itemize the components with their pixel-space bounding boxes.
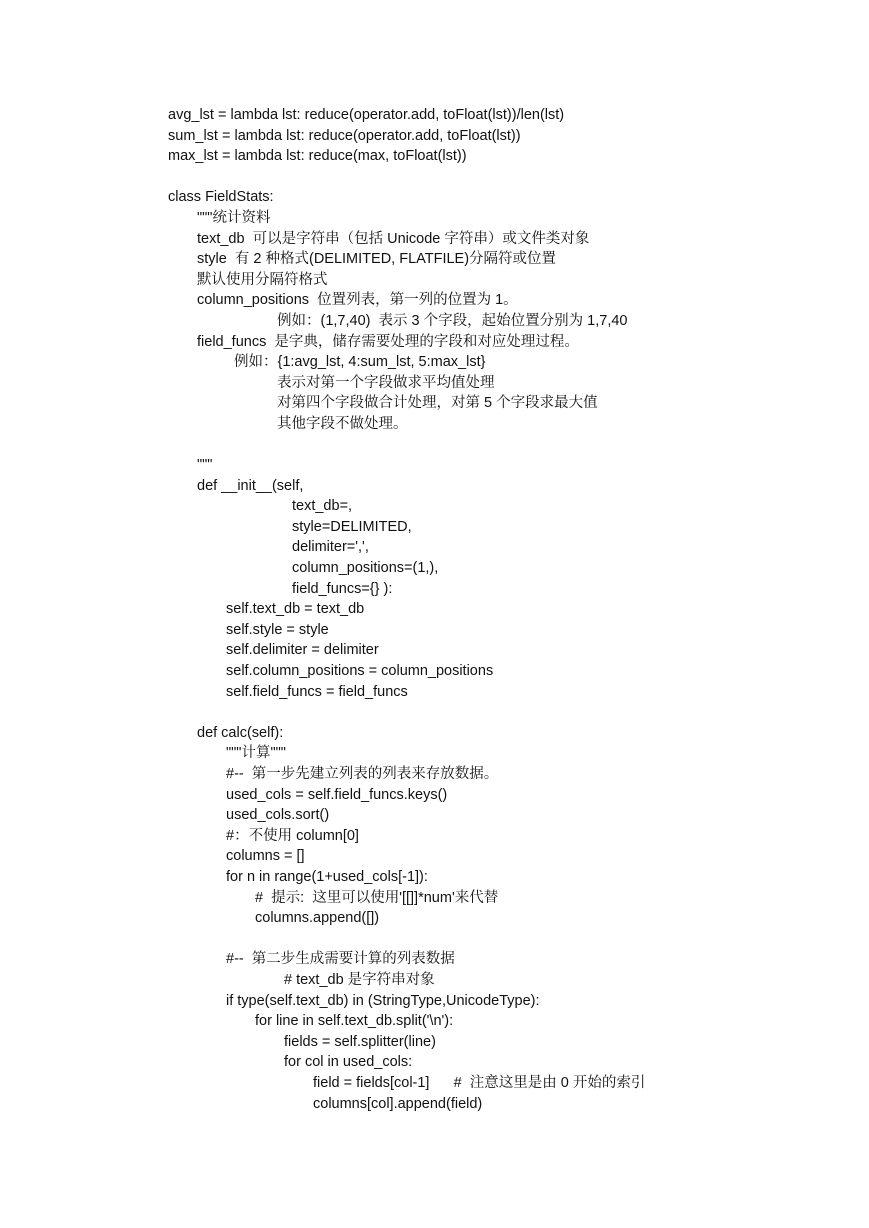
code-line: def calc(self):: [197, 724, 284, 741]
code-line: """: [197, 457, 213, 474]
code-line: delimiter=',',: [292, 539, 369, 556]
code-line: text_db 可以是字符串（包括 Unicode 字符串）或文件类对象: [197, 230, 590, 247]
code-line: 对第四个字段做合计处理，对第 5 个字段求最大值: [277, 395, 598, 412]
code-line: self.field_funcs = field_funcs: [226, 683, 408, 700]
code-line: self.delimiter = delimiter: [226, 642, 379, 659]
code-line: used_cols.sort(): [226, 807, 330, 824]
code-line: columns.append([]): [255, 910, 380, 927]
code-line: [168, 702, 848, 723]
code-line: #-- 第一步先建立列表的列表来存放数据。: [226, 766, 499, 782]
code-line: field_funcs={} ):: [292, 580, 393, 597]
code-line: field_funcs 是字典，储存需要处理的字段和对应处理过程。: [197, 333, 579, 350]
code-line: 例如：{1:avg_lst, 4:sum_lst, 5:max_lst}: [234, 354, 486, 371]
code-line: 默认使用分隔符格式: [197, 271, 328, 288]
code-line: field = fields[col-1] # 注意这里是由 0 开始的索引: [313, 1074, 646, 1091]
code-line: column_positions=(1,),: [292, 560, 439, 577]
code-line: used_cols = self.field_funcs.keys(): [226, 786, 448, 803]
code-line: [168, 167, 848, 188]
code-line: self.column_positions = column_positions: [226, 663, 494, 680]
code-listing: [168, 105, 848, 1114]
code-line: for n in range(1+used_cols[-1]):: [226, 868, 428, 885]
code-line: self.style = style: [226, 621, 329, 638]
code-line: """统计资料: [197, 209, 271, 226]
code-line: 例如：(1,7,40) 表示 3 个字段，起始位置分别为 1,7,40: [277, 312, 628, 329]
code-line: for col in used_cols:: [284, 1054, 413, 1071]
code-line: columns = []: [226, 848, 305, 865]
code-line: 其他字段不做处理。: [277, 415, 408, 432]
code-line: self.text_db = text_db: [226, 601, 365, 618]
code-line: text_db=,: [292, 498, 353, 515]
code-line: for line in self.text_db.split('\n'):: [255, 1013, 454, 1030]
code-line: column_positions 位置列表，第一列的位置为 1。: [197, 292, 518, 309]
code-line: #：不使用 column[0]: [226, 827, 359, 844]
code-line: """计算""": [226, 745, 286, 762]
code-line: 表示对第一个字段做求平均值处理: [277, 374, 495, 391]
code-line: avg_lst = lambda lst: reduce(operator.add, toFloat(lst))/len(lst): [168, 107, 565, 123]
code-line: [168, 929, 848, 950]
code-line: #-- 第二步生成需要计算的列表数据: [226, 951, 455, 968]
code-line: class FieldStats:: [168, 189, 274, 206]
code-line: columns[col].append(field): [313, 1095, 483, 1112]
code-line: style 有 2 种格式(DELIMITED, FLATFILE)分隔符或位置: [197, 251, 557, 268]
code-line: style=DELIMITED,: [292, 518, 412, 535]
code-line: [168, 435, 848, 456]
code-line: fields = self.splitter(line): [284, 1033, 436, 1050]
code-line: # text_db 是字符串对象: [284, 971, 435, 988]
code-line: sum_lst = lambda lst: reduce(operator.add, toFloat(lst)): [168, 127, 521, 144]
code-line: if type(self.text_db) in (StringType,UnicodeType):: [226, 992, 540, 1009]
code-line: max_lst = lambda lst: reduce(max, toFloat(lst)): [168, 148, 467, 165]
code-line: # 提示: 这里可以使用'[[]]*num'来代替: [255, 889, 499, 906]
code-line: def __init__(self,: [197, 477, 304, 494]
